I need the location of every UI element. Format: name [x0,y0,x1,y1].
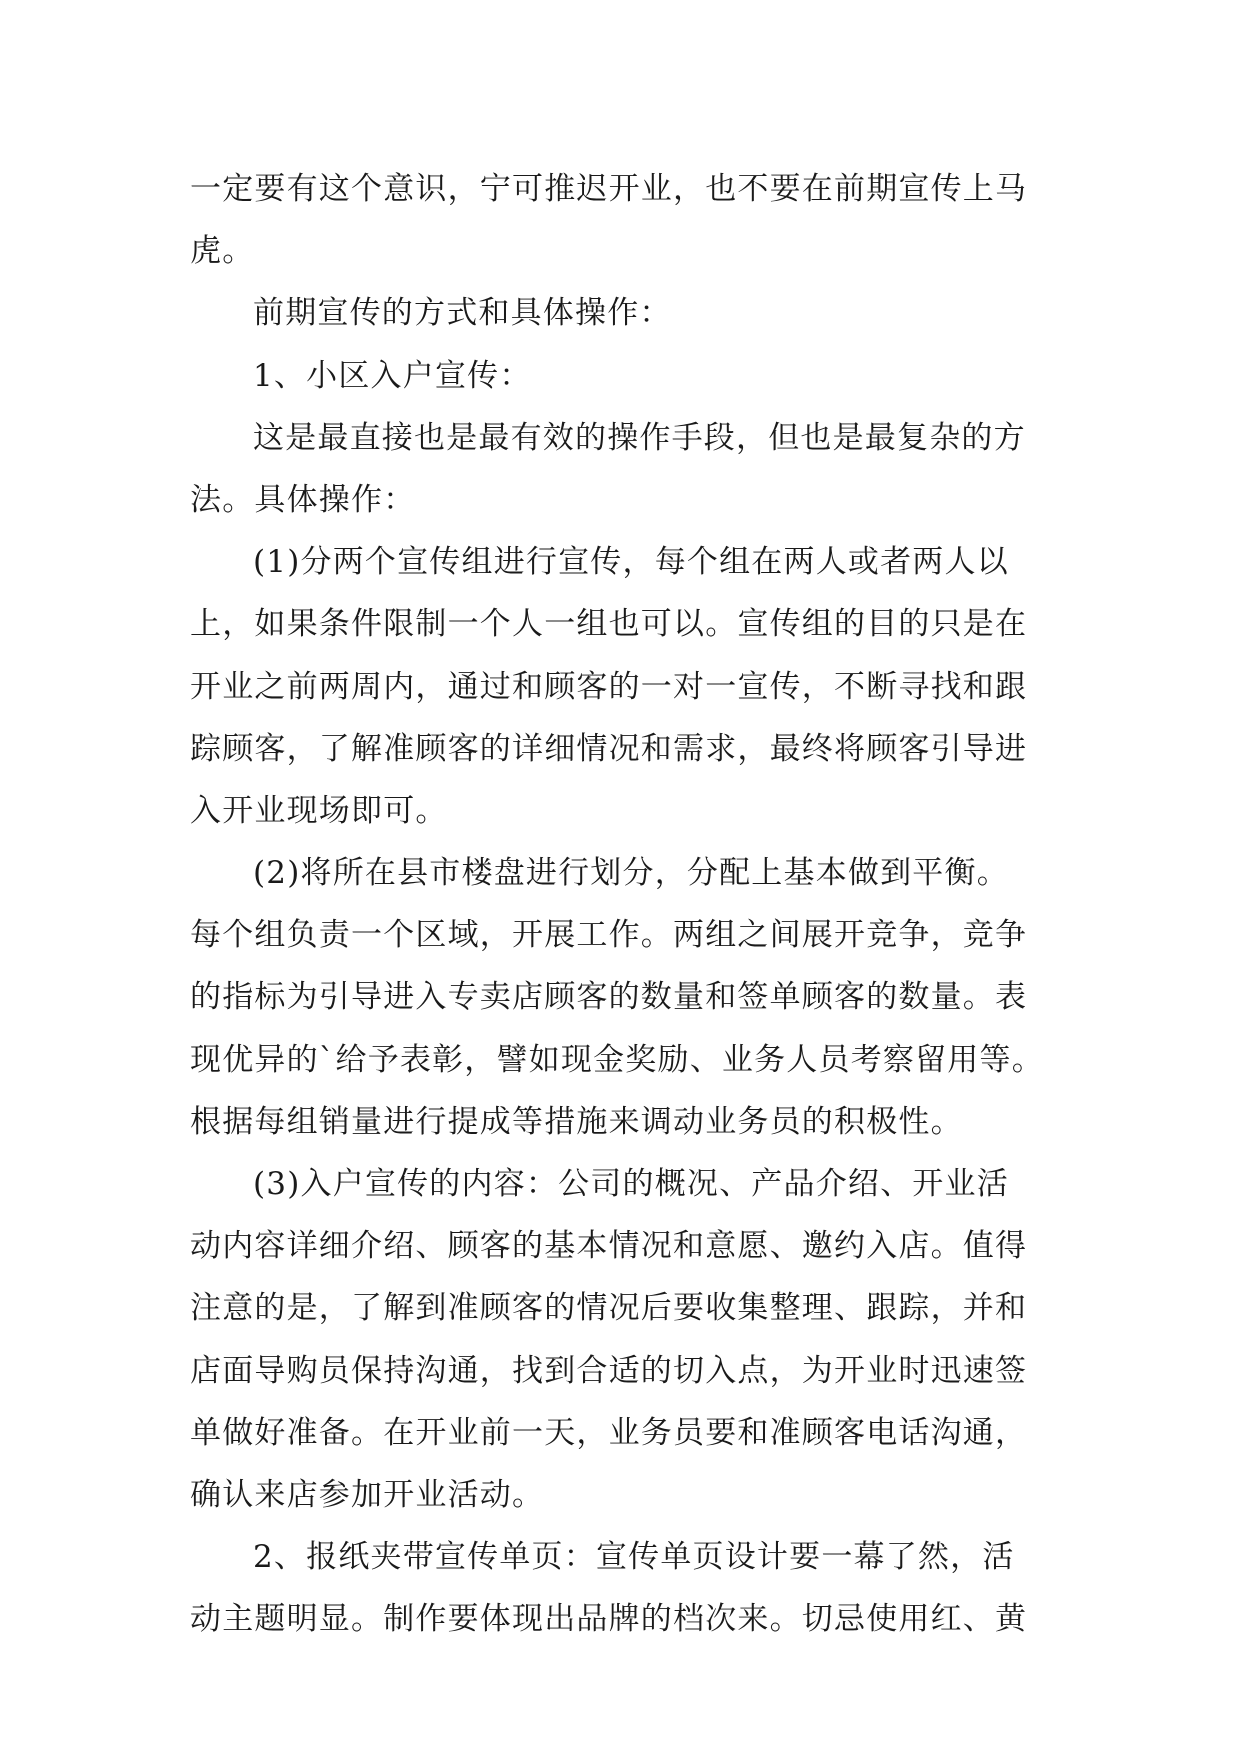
text-line: 开业之前两周内，通过和顾客的一对一宣传，不断寻找和跟 [190,668,1028,705]
text-line: 前期宣传的方式和具体操作： [253,295,672,332]
text-line: 一定要有这个意识，宁可推迟开业，也不要在前期宣传上马 [190,171,1028,207]
text-line: 2、报纸夹带宣传单页：宣传单页设计要一幕了然，活 [253,1539,1015,1576]
text-line: 根据每组销量进行提成等措施来调动业务员的积极性。 [190,1103,963,1140]
text-line: 现优异的`给予表彰，譬如现金奖励、业务人员考察留用等。 [190,1041,1044,1078]
text-line: 确认来店参加开业活动。 [190,1476,545,1513]
text-line: 虎。 [190,233,255,270]
text-line: 踪顾客，了解准顾客的详细情况和需求，最终将顾客引导进 [190,730,1028,767]
text-line: (3)入户宣传的内容：公司的概况、产品介绍、开业活 [253,1166,1009,1202]
text-line: 入开业现场即可。 [190,792,448,829]
text-line: 的指标为引导进入专卖店顾客的数量和签单顾客的数量。表 [190,979,1028,1016]
text-line: 动主题明显。制作要体现出品牌的档次来。切忌使用红、黄 [190,1601,1028,1638]
text-line: 法。具体操作： [190,481,416,518]
text-line: 这是最直接也是最有效的操作手段，但也是最复杂的方 [253,419,1026,456]
text-line: 动内容详细介绍、顾客的基本情况和意愿、邀约入店。值得 [190,1228,1028,1265]
text-line: 上，如果条件限制一个人一组也可以。宣传组的目的只是在 [190,606,1028,643]
text-line: 注意的是，了解到准顾客的情况后要收集整理、跟踪，并和 [190,1290,1028,1327]
text-line: 店面导购员保持沟通，找到合适的切入点，为开业时迅速签 [190,1352,1028,1389]
text-line: 单做好准备。在开业前一天，业务员要和准顾客电话沟通， [190,1414,1028,1451]
body-text [190,158,1060,1651]
text-line: 1、小区入户宣传： [253,357,532,394]
text-line: 每个组负责一个区域，开展工作。两组之间展开竞争，竞争 [190,917,1028,954]
text-line: (2)将所在县市楼盘进行划分，分配上基本做到平衡。 [253,855,1009,892]
text-line: (1)分两个宣传组进行宣传，每个组在两人或者两人以 [253,544,1009,581]
